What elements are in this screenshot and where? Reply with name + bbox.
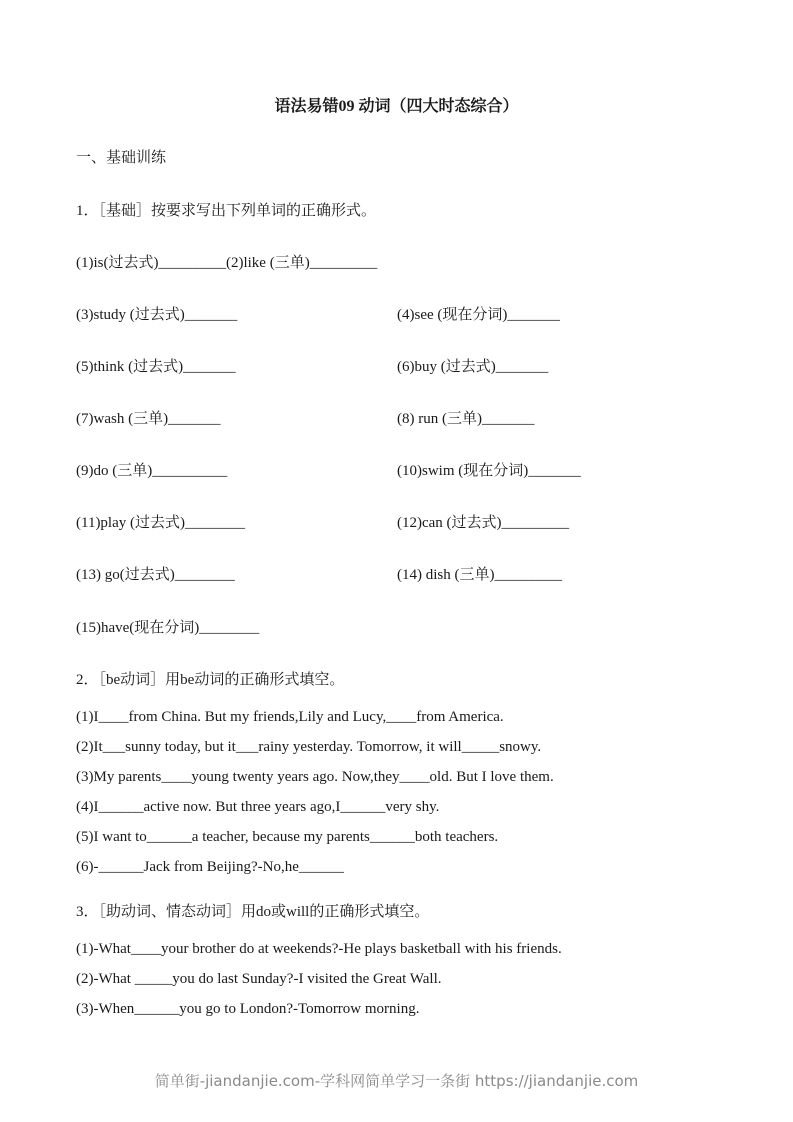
section-heading: 一、基础训练 <box>76 150 167 166</box>
question-1-heading: 1．［基础］按要求写出下列单词的正确形式。 <box>76 203 377 219</box>
q1-item-9: (9)do (三单)__________ <box>76 463 228 479</box>
q2-line-6: (6)-______Jack from Beijing?-No,he______ <box>76 859 344 875</box>
q2-line-5: (5)I want to______a teacher, because my parents______both teachers. <box>76 829 499 845</box>
q2-line-4: (4)I______active now. But three years ago,I______very shy. <box>76 799 440 815</box>
q2-line-1: (1)I____from China. But my friends,Lily and Lucy,____from America. <box>76 709 504 725</box>
q1-item-7: (7)wash (三单)_______ <box>76 411 221 427</box>
q1-item-14: (14) dish (三单)_________ <box>397 567 562 583</box>
q1-item-3: (3)study (过去式)_______ <box>76 307 238 323</box>
q1-item-15: (15)have(现在分词)________ <box>76 620 260 636</box>
page-footer: 简单街-jiandanjie.com-学科网简单学习一条街 https://jiandanjie.com <box>154 1072 639 1090</box>
q3-line-3: (3)-When______you go to London?-Tomorrow morning. <box>76 1001 420 1017</box>
q1-item-13: (13) go(过去式)________ <box>76 567 235 583</box>
q1-item-10: (10)swim (现在分词)_______ <box>397 463 581 479</box>
q2-line-3: (3)My parents____young twenty years ago. Now,they____old. But I love them. <box>76 769 554 785</box>
q1-row-1: (1)is(过去式)_________(2)like (三单)_________ <box>76 255 378 271</box>
q1-item-4: (4)see (现在分词)_______ <box>397 307 560 323</box>
q3-line-2: (2)-What _____you do last Sunday?-I visited the Great Wall. <box>76 971 442 987</box>
q2-line-2: (2)It___sunny today, but it___rainy yesterday. Tomorrow, it will_____snowy. <box>76 739 542 755</box>
question-3-heading: 3．［助动词、情态动词］用do或will的正确形式填空。 <box>76 904 430 920</box>
q1-item-8: (8) run (三单)_______ <box>397 411 535 427</box>
question-2-heading: 2．［be动词］用be动词的正确形式填空。 <box>76 672 345 688</box>
document-title: 语法易错09 动词（四大时态综合） <box>274 98 519 115</box>
q1-item-5: (5)think (过去式)_______ <box>76 359 236 375</box>
q1-item-6: (6)buy (过去式)_______ <box>397 359 549 375</box>
q1-item-12: (12)can (过去式)_________ <box>397 515 570 531</box>
q3-line-1: (1)-What____your brother do at weekends?-He plays basketball with his friends. <box>76 941 562 957</box>
q1-item-11: (11)play (过去式)________ <box>76 515 245 531</box>
